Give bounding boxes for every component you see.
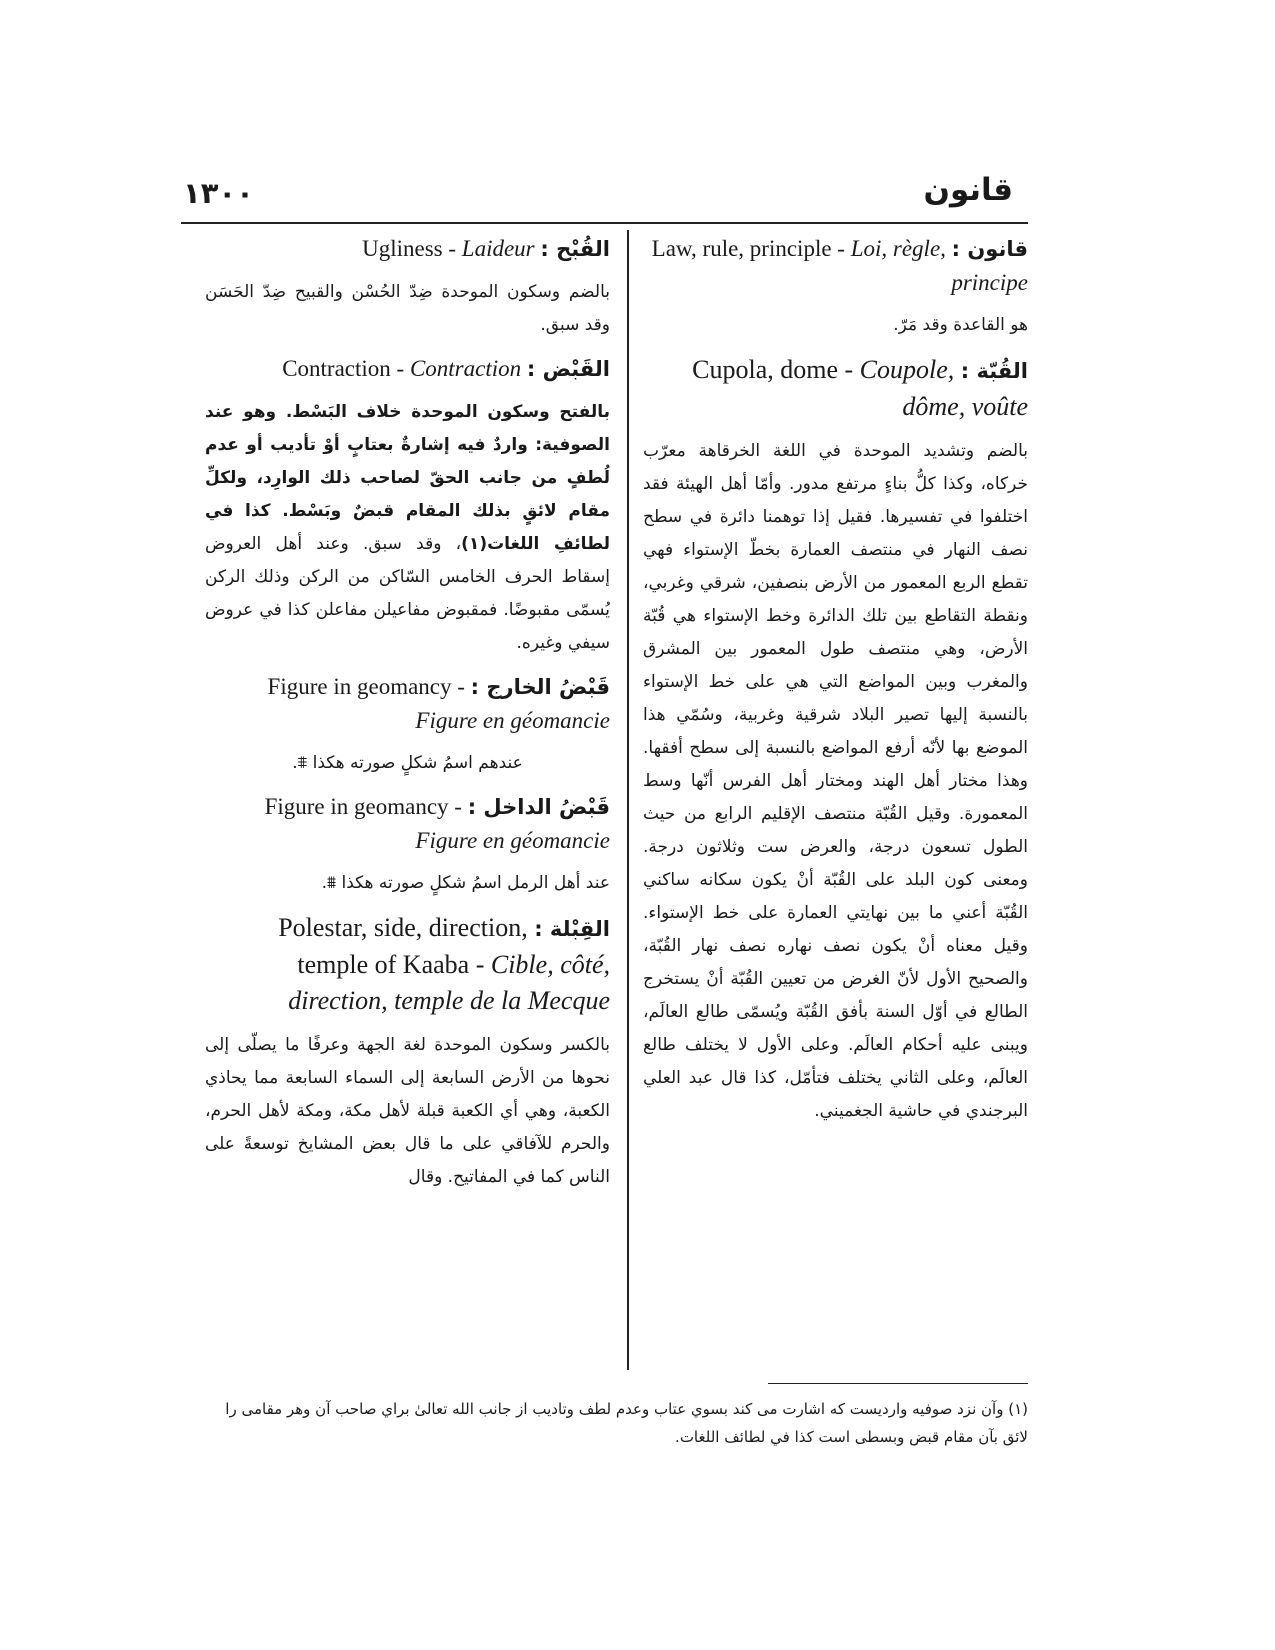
entry-english: Cupola, dome - [692, 355, 854, 384]
entry-body: بالضم وسكون الموحدة ضِدّ الحُسْن والقبيح ضِدّ الحَسَن وقد سبق. [205, 282, 610, 335]
entry-english: Law, rule, principle - [651, 236, 845, 261]
entry-qabd-dakhil [205, 790, 610, 900]
entry-heading [205, 910, 610, 1019]
entry-qubh [205, 232, 610, 342]
entry-french: Figure en géomancie [415, 708, 610, 733]
entry-french: Loi, règle, principe [850, 236, 1028, 295]
entry-qibla [205, 910, 610, 1194]
entry-body: بالضم وتشديد الموحدة في اللغة الخرقاهة معرّب خركاه، وكذا كلُّ بناءٍ مرتفع مدور. وأمّا أهل الهيئة فقد اختلفوا في تفسيرها. فقيل إذا توهمنا دائرة في سطح نصف النهار في منتصف العمارة بخطّ الإستواء فهي تقطع الربع المعمور من الأرض بنصفين، شرقي وغربي، ونقطة التقاطع بين تلك الدائرة وخط الإستواء هي قُبّة الأرض، وهي منتصف طول المعمور بين المشرق والمغرب وبين المواضع التي هي على خط الإستواء بالنسبة إليها تصير البلاد شرقية وغربية، وسُمّي هذا الموضع بها لأنّه أرفع المواضع بالنسبة إلى سطح أفقها. وهذا مختار أهل الهند ومختار أهل الفرس أنّها وسط المعمورة. وقيل القُبّة منتصف الإقليم الرابع من حيث الطول تسعون درجة، والعرض ست وثلاثون درجة. ومعنى كون البلد على القُبّة أنْ يكون سكانه ساكني القُبّة أعني ما بين نهايتي العمارة على خط الإستواء. وقيل معناه أنْ يكون نصف نهاره نصف نهار القُبّة، والصحيح الأول لأنّ الغرض من تعيين القُبّة أنْ يستخرج الطالع في أوّل السنة بأفق القُبّة ويُسمّى طالع العالَم، ويبنى عليه أحكام العالَم. وعلى الأول لا يختلف طالع العالَم، وعلى الثاني يختلف فتأمّل، كذا قال عبد العلي البرجندي في حاشية الجغميني. [643, 441, 1028, 1121]
entry-term: قانون : [951, 237, 1028, 261]
entry-qanun [643, 232, 1028, 342]
entry-term: القَبْض : [526, 357, 610, 381]
entry-english: Figure in geomancy - [267, 674, 465, 699]
entry-heading [205, 670, 610, 737]
entry-body-bold: بالفتح وسكون الموحدة خلاف البَسْط. وهو عند الصوفية: واردٌ فيه إشارةٌ بعتابٍ أوْ تأديب أو عدم لُطفٍ من جانب الحقّ لصاحب ذلك الوارِد، ولكلِّ مقام لائقٍ بذلك المقام قبضٌ وبَسْط. كذا في لطائفِ اللغات(١) [205, 402, 611, 554]
left-column [205, 232, 610, 1204]
entry-qabd [205, 352, 610, 660]
page-number: ١٣٠٠ [183, 176, 254, 210]
entry-english: Polestar, side, direction, temple of Kaaba - [278, 913, 528, 979]
entry-qubba [643, 352, 1028, 1128]
entry-french: Coupole, dôme, voûte [859, 355, 1028, 421]
entry-french: Cible, côté, direction, temple de la Mecque [288, 950, 610, 1015]
right-column [643, 232, 1028, 1138]
entry-heading [205, 352, 610, 386]
entry-french: Contraction [409, 356, 522, 381]
entry-french: Laideur [461, 236, 535, 261]
entry-body-tail: ، وقد سبق. وعند أهل العروض إسقاط الحرف الخامس السّاكن من الركن وذلك الركن يُسمّى مقبوضًا. فمقبوض مفاعيلن مفاعلن كذا في عروض سيفي وغيره. [205, 534, 610, 653]
column-divider [627, 230, 629, 1370]
entry-heading [643, 352, 1028, 425]
entry-term: القِبْلة : [534, 917, 610, 941]
entry-body: عندهم اسمُ شكلٍ صورته هكذا ⩨. [292, 753, 523, 773]
footnote: (١) وآن نزد صوفيه وارديست كه اشارت مى كند بسوي عتاب وعدم لطف وتاديب از جانب الله تعالىٰ براي صاحب آن وهر مقامى را لائق بآن مقام قبض وبسطى است كذا في لطائف اللغات. [225, 1400, 1028, 1446]
entry-heading [205, 790, 610, 857]
entry-body: عند أهل الرمل اسمُ شكلٍ صورته هكذا ⩩. [321, 873, 610, 893]
entry-term: القُبْح : [540, 237, 610, 261]
entry-heading [643, 232, 1028, 299]
entry-english: Figure in geomancy - [264, 794, 462, 819]
entry-term: القُبّة : [960, 359, 1028, 383]
entry-heading [205, 232, 610, 266]
entry-french: Figure en géomancie [415, 828, 610, 853]
entry-body: بالكسر وسكون الموحدة لغة الجهة وعرفًا ما يصلّى إلى نحوها من الأرض السابعة إلى السماء السابعة مما يحاذي الكعبة، وهي أي الكعبة قبلة لأهل مكة، ومكة لأهل الحرم، والحرم للآفاقي على ما قال بعض المشايخ توسعةً على الناس كما في المفاتيح. وقال [205, 1035, 610, 1187]
entry-term: قَبْضُ الخارج : [470, 675, 610, 699]
entry-term: قَبْضُ الداخل : [467, 795, 610, 819]
entry-qabd-kharij [205, 670, 610, 780]
footnote-rule [768, 1383, 1028, 1384]
entry-body [205, 396, 610, 660]
page-header-word: قانون [923, 172, 1013, 208]
entry-body: هو القاعدة وقد مَرّ. [893, 315, 1028, 335]
entry-english: Ugliness - [362, 236, 457, 261]
entry-english: Contraction - [282, 356, 405, 381]
header-rule [181, 222, 1028, 224]
